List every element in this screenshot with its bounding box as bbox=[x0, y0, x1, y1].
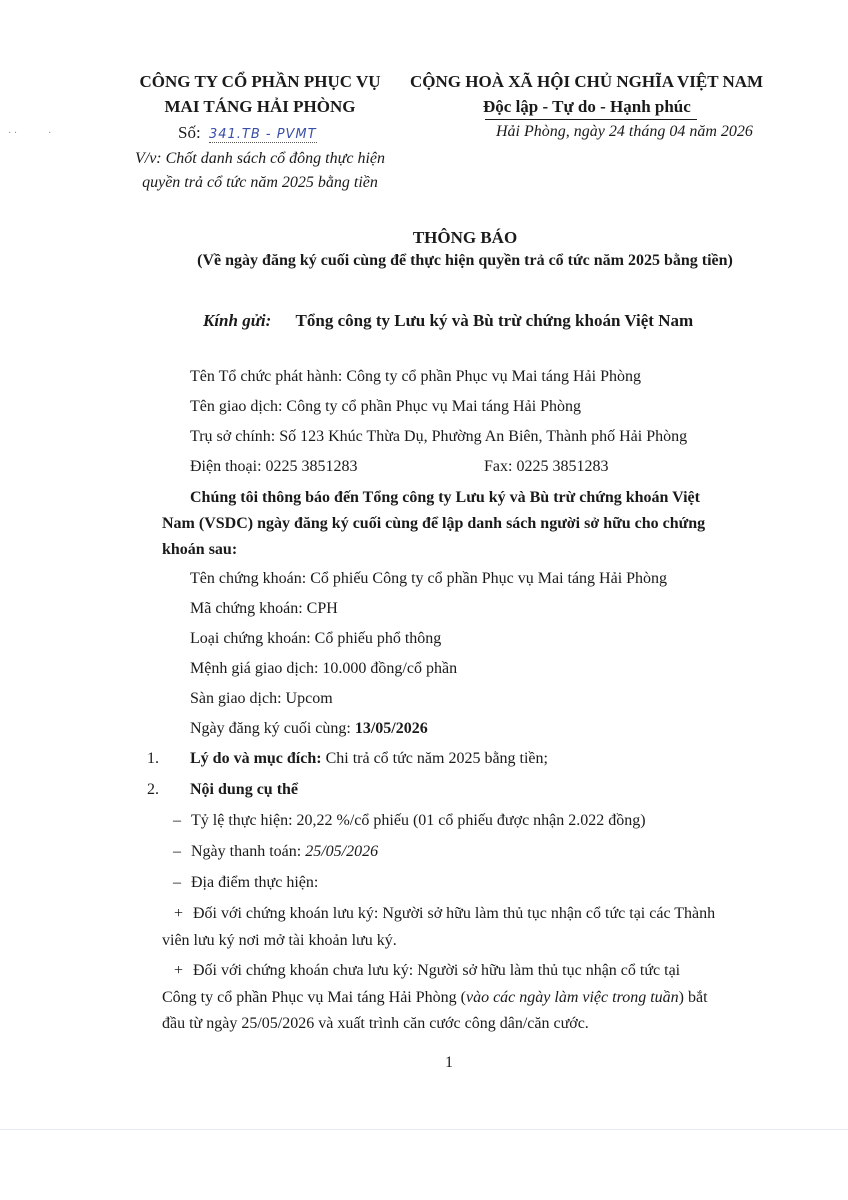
document-number-value: 341.TB - PVMT bbox=[208, 127, 317, 142]
undeposited-line3: đầu từ ngày 25/05/2026 và xuất trình căn cước công dân/căn cước. bbox=[162, 1015, 589, 1032]
company-name-line2: MAI TÁNG HẢI PHÒNG bbox=[164, 97, 356, 116]
item-reason bbox=[190, 750, 548, 768]
company-name-line1: CÔNG TY CỔ PHẦN PHỤC VỤ bbox=[139, 72, 381, 91]
payment-date-label: Ngày thanh toán: bbox=[191, 843, 306, 860]
recipient-name: Tổng công ty Lưu ký và Bù trừ chứng khoán Việt Nam bbox=[295, 311, 694, 330]
page-number: 1 bbox=[445, 1054, 453, 1071]
nation-title: CỘNG HOÀ XÃ HỘI CHỦ NGHĨA VIỆT NAM bbox=[410, 72, 764, 91]
place-date: Hải Phòng, ngày 24 tháng 04 năm 2026 bbox=[496, 123, 753, 140]
issuer-name: Tên Tổ chức phát hành: Công ty cổ phần Phục vụ Mai táng Hải Phòng bbox=[190, 368, 641, 385]
scan-edge-line bbox=[0, 1129, 848, 1130]
reason-text: Chi trả cổ tức năm 2025 bằng tiền; bbox=[321, 750, 548, 767]
notice-subtitle: (Về ngày đăng ký cuối cùng để thực hiện quyền trả cổ tức năm 2025 bằng tiền) bbox=[197, 252, 733, 269]
record-date-row bbox=[190, 720, 428, 738]
payment-date-row bbox=[191, 843, 378, 861]
plus-bullet: + bbox=[174, 905, 184, 922]
deposited-line1: Đối với chứng khoán lưu ký: Người sở hữu làm thủ tục nhận cổ tức tại các Thành bbox=[193, 905, 716, 922]
place-label: Địa điểm thực hiện: bbox=[191, 874, 319, 891]
issuer-phone: Điện thoại: 0225 3851283 bbox=[190, 458, 358, 475]
subject-line2: quyền trả cổ tức năm 2025 bằng tiền bbox=[142, 174, 378, 191]
dash-bullet: – bbox=[173, 812, 181, 829]
undeposited-line2-end: ) bắt bbox=[678, 989, 708, 1006]
undeposited-line2-start: Công ty cổ phần Phục vụ Mai táng Hải Phòng ( bbox=[162, 989, 466, 1006]
plus-bullet: + bbox=[174, 962, 184, 979]
recipient-label: Kính gửi: bbox=[203, 311, 272, 330]
undeposited-line2 bbox=[162, 989, 708, 1007]
record-date-value: 13/05/2026 bbox=[354, 720, 428, 737]
issuer-fax: Fax: 0225 3851283 bbox=[484, 458, 609, 475]
issuer-address: Trụ sở chính: Số 123 Khúc Thừa Dụ, Phường An Biên, Thành phố Hải Phòng bbox=[190, 428, 688, 445]
notice-title: THÔNG BÁO bbox=[412, 228, 518, 247]
issuer-trade-name: Tên giao dịch: Công ty cổ phần Phục vụ Mai táng Hải Phòng bbox=[190, 398, 582, 415]
motto-underline bbox=[485, 119, 697, 120]
recipient bbox=[203, 311, 693, 331]
security-par-value: Mệnh giá giao dịch: 10.000 đồng/cổ phần bbox=[190, 660, 458, 677]
item-number-1: 1. bbox=[147, 750, 159, 767]
undeposited-line1: Đối với chứng khoán chưa lưu ký: Người sở hữu làm thủ tục nhận cổ tức tại bbox=[193, 962, 681, 979]
security-type: Loại chứng khoán: Cổ phiếu phổ thông bbox=[190, 630, 442, 647]
item-number-2: 2. bbox=[147, 781, 159, 798]
notice-line1: Chúng tôi thông báo đến Tổng công ty Lưu ký và Bù trừ chứng khoán Việt bbox=[190, 489, 700, 506]
deposited-line2: viên lưu ký nơi mở tài khoản lưu ký. bbox=[162, 932, 397, 949]
ratio: Tỷ lệ thực hiện: 20,22 %/cổ phiếu (01 cổ phiếu được nhận 2.022 đồng) bbox=[191, 812, 646, 829]
reason-label: Lý do và mục đích: bbox=[190, 750, 322, 767]
motto: Độc lập - Tự do - Hạnh phúc bbox=[483, 97, 691, 116]
subject-line1: V/v: Chốt danh sách cổ đông thực hiện bbox=[134, 150, 385, 167]
notice-line3: khoán sau: bbox=[162, 541, 238, 558]
content-label: Nội dung cụ thể bbox=[190, 781, 299, 798]
dash-bullet: – bbox=[173, 843, 181, 860]
security-name: Tên chứng khoán: Cổ phiếu Công ty cổ phần Phục vụ Mai táng Hải Phòng bbox=[190, 570, 668, 587]
payment-date-value: 25/05/2026 bbox=[305, 843, 379, 860]
document-number bbox=[178, 123, 317, 143]
security-code: Mã chứng khoán: CPH bbox=[190, 600, 338, 617]
scan-mark: · bbox=[48, 128, 52, 139]
scan-mark: · · bbox=[8, 128, 18, 139]
dash-bullet: – bbox=[173, 874, 181, 891]
document-number-label: Số: bbox=[178, 123, 201, 142]
security-exchange: Sàn giao dịch: Upcom bbox=[190, 690, 333, 707]
record-date-label: Ngày đăng ký cuối cùng: bbox=[190, 720, 355, 737]
notice-line2: Nam (VSDC) ngày đăng ký cuối cùng để lập danh sách người sở hữu cho chứng bbox=[162, 515, 706, 532]
undeposited-line2-italic: vào các ngày làm việc trong tuần bbox=[465, 989, 679, 1006]
